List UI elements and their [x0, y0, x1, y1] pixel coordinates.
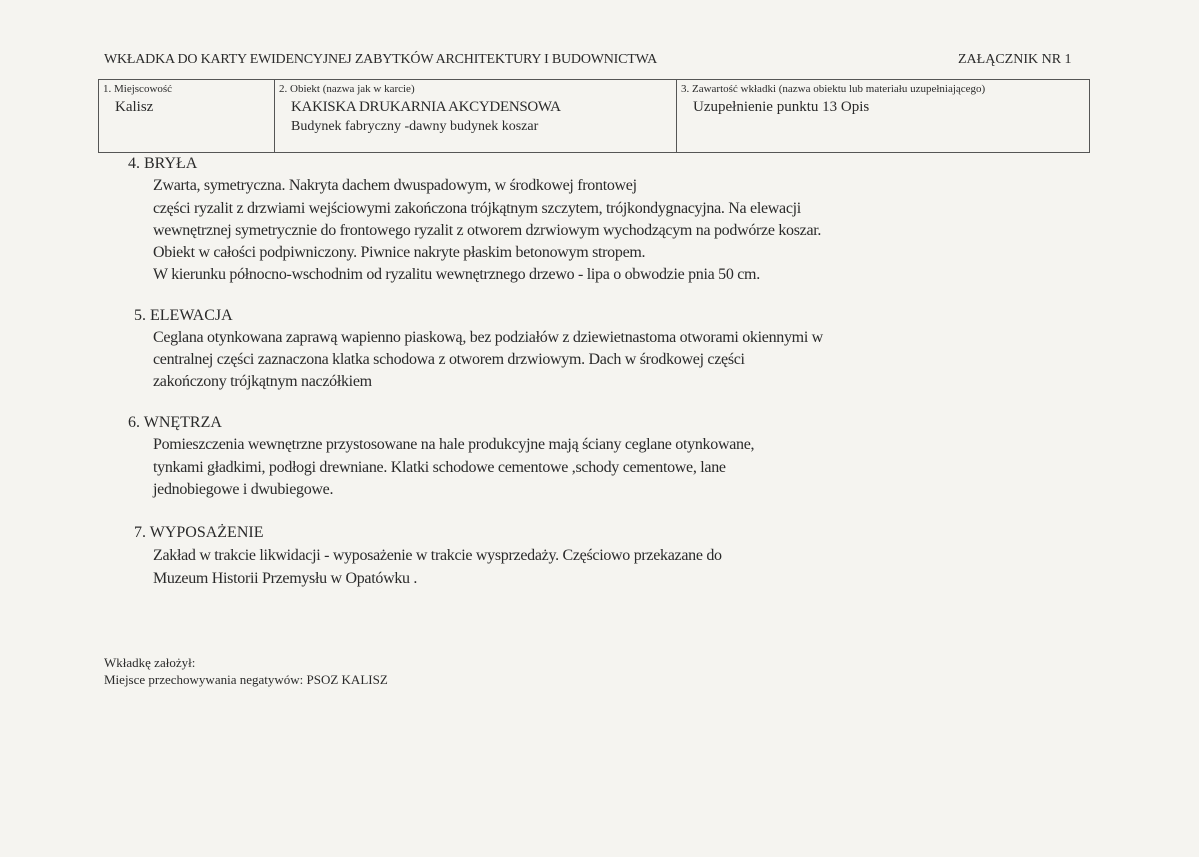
value-2: Budynek fabryczny -dawny budynek koszar — [291, 119, 539, 134]
value: Uzupełnienie punktu 13 Opis — [693, 99, 870, 115]
label: 1. Miejscowość — [103, 83, 173, 95]
text-line: Ceglana otynkowana zaprawą wapienno piaskową, bez podziałów z dziewietnastoma otworami okiennymi w — [153, 329, 823, 346]
section-title: 7. WYPOSAŻENIE — [134, 524, 264, 541]
text-line: W kierunku północno-wschodnim od ryzalitu wewnętrznego drzewo - lipa o obwodzie pnia 50 cm. — [153, 266, 760, 283]
value: Kalisz — [115, 99, 154, 115]
cell-object — [275, 80, 677, 152]
header-table — [98, 79, 1090, 153]
label: 2. Obiekt (nazwa jak w karcie) — [279, 83, 415, 95]
cell-contents — [677, 80, 1089, 152]
section-title: 5. ELEWACJA — [134, 307, 233, 324]
text-line: zakończony trójkątnym naczółkiem — [153, 373, 372, 390]
text-line: centralnej części zaznaczona klatka schodowa z otworem drzwiowym. Dach w środkowej części — [153, 351, 745, 368]
text-line: tynkami gładkimi, podłogi drewniane. Klatki schodowe cementowe ,schody cementowe, lane — [153, 459, 726, 476]
document-title: WKŁADKA DO KARTY EWIDENCYJNEJ ZABYTKÓW ARCHITEKTURY I BUDOWNICTWA — [104, 52, 657, 67]
section-title: 4. BRYŁA — [128, 155, 198, 172]
text-line: części ryzalit z drzwiami wejściowymi zakończona trójkątnym szczytem, trójkondygnacyjna. Na elewacji — [153, 200, 801, 217]
text-line: Zakład w trakcie likwidacji - wyposażenie w trakcie wysprzedaży. Częściowo przekazane do — [153, 547, 722, 564]
negatives-location: Miejsce przechowywania negatywów: PSOZ KALISZ — [104, 672, 388, 687]
value: KAKISKA DRUKARNIA AKCYDENSOWA — [291, 99, 561, 115]
text-line: Zwarta, symetryczna. Nakryta dachem dwuspadowym, w środkowej frontowej — [153, 177, 637, 194]
section-title: 6. WNĘTRZA — [128, 414, 222, 431]
label: 3. Zawartość wkładki (nazwa obiektu lub materiału uzupełniającego) — [681, 83, 986, 95]
text-line: Obiekt w całości podpiwniczony. Piwnice nakryte płaskim betonowym stropem. — [153, 244, 646, 261]
text-line: wewnętrznej symetrycznie do frontowego ryzalit z otworem dzrwiowym wychodzącym na podwórze koszar. — [153, 222, 822, 239]
cell-locality — [99, 80, 275, 152]
annex-number: ZAŁĄCZNIK NR 1 — [958, 52, 1072, 67]
text-line: jednobiegowe i dwubiegowe. — [153, 481, 334, 498]
text-line: Muzeum Historii Przemysłu w Opatówku . — [153, 570, 418, 587]
text-line: Pomieszczenia wewnętrzne przystosowane na hale produkcyjne mają ściany ceglane otynkowane, — [153, 436, 755, 453]
created-by: Wkładkę założył: — [104, 655, 196, 670]
